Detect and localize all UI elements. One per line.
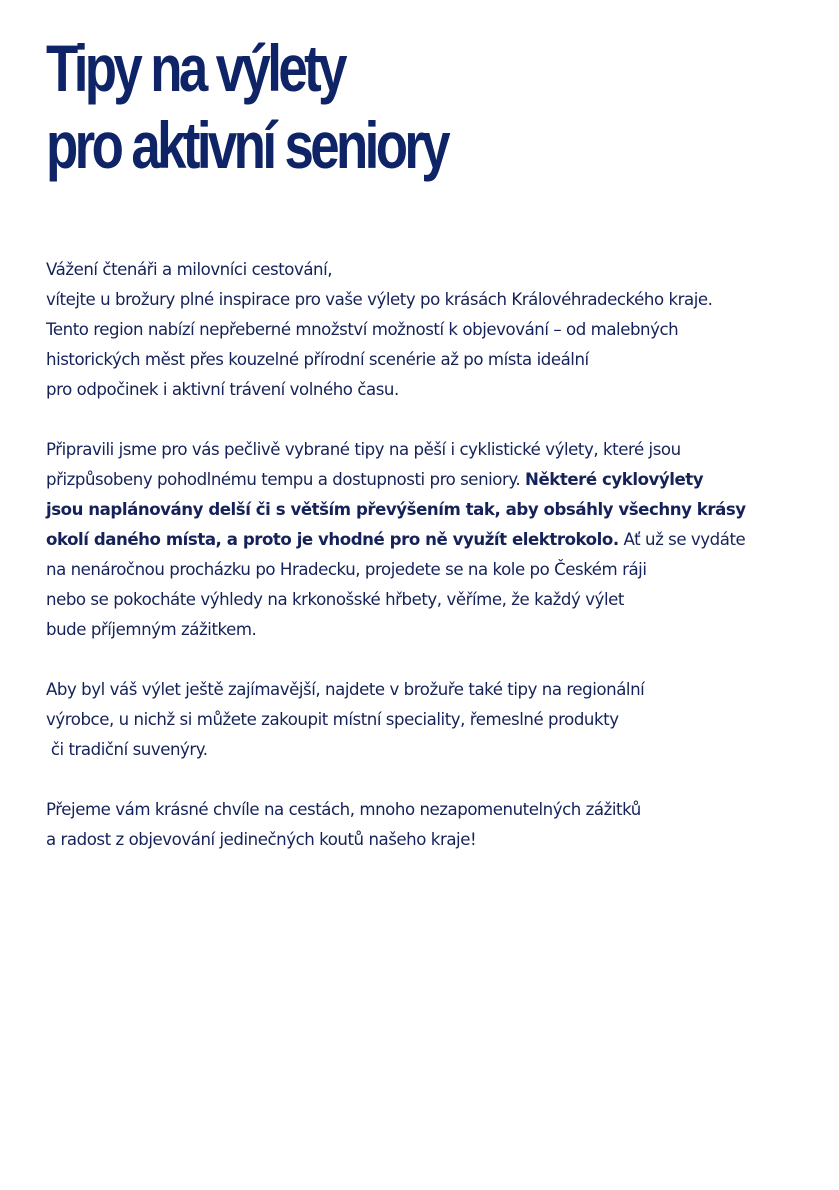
text-line: či tradiční suvenýry. [46,740,208,759]
text-line: vítejte u brožury plné inspirace pro vaše výlety po krásách Královéhradeckého kraje. [46,290,713,309]
paragraph-producers [46,675,826,765]
text-line: bude příjemným zážitkem. [46,620,257,639]
text-line: Vážení čtenáři a milovníci cestování, [46,260,333,279]
text-line: nebo se pokocháte výhledy na krkonošské hřbety, věříme, že každý výlet [46,590,624,609]
text-line: výrobce, u nichž si můžete zakoupit místní speciality, řemeslné produkty [46,710,619,729]
title-line: Tipy na výlety [46,31,344,105]
title-line: pro aktivní seniory [46,108,448,182]
text-line: Tento region nabízí nepřeberné množství možností k objevování – od malebných [46,320,679,339]
text-segment: Ať už se vydáte [618,530,746,549]
text-line: Přejeme vám krásné chvíle na cestách, mnoho nezapomenutelných zážitků [46,800,641,819]
emphasis-text: Některé cyklovýlety [525,470,704,489]
text-line: Aby byl váš výlet ještě zajímavější, najdete v brožuře také tipy na regionální [46,680,645,699]
page-title [46,30,447,184]
intro-text [46,255,826,885]
text-line: a radost z objevování jedinečných koutů našeho kraje! [46,830,477,849]
emphasis-text: okolí daného místa, a proto je vhodné pro ně využít elektrokolo. [46,530,619,549]
paragraph-closing [46,795,826,855]
text-line [46,465,826,495]
paragraph-trips [46,435,826,645]
text-line: na nenáročnou procházku po Hradecku, projedete se na kole po Českém ráji [46,560,647,579]
text-line: historických měst přes kouzelné přírodní scenérie až po místa ideální [46,350,589,369]
paragraph-greeting [46,255,826,405]
emphasis-line: jsou naplánovány delší či s větším převýšením tak, aby obsáhly všechny krásy [46,500,746,519]
text-line: Připravili jsme pro vás pečlivě vybrané tipy na pěší i cyklistické výlety, které jsou [46,440,681,459]
text-line: pro odpočinek i aktivní trávení volného času. [46,380,399,399]
text-segment: přizpůsobeny pohodlnému tempu a dostupnosti pro seniory. [46,470,526,489]
text-line [46,525,826,555]
